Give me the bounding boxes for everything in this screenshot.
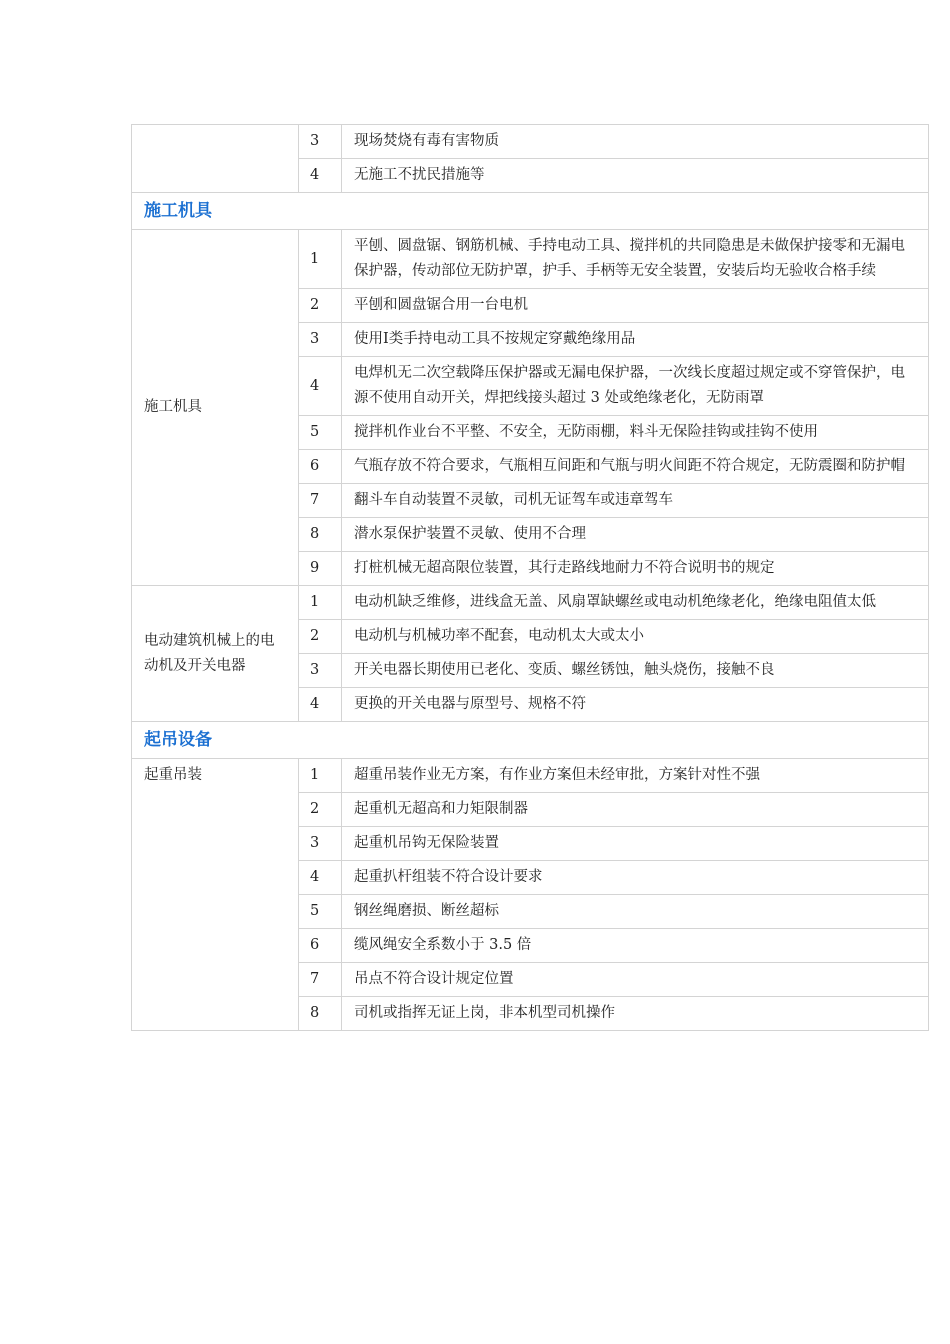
item-number: 7	[299, 484, 342, 518]
hazard-description: 电动机缺乏维修，进线盒无盖、风扇罩缺螺丝或电动机绝缘老化，绝缘电阻值太低	[342, 586, 929, 620]
hazard-description: 电焊机无二次空载降压保护器或无漏电保护器，一次线长度超过规定或不穿管保护，电源不使用自动开关，焊把线接头超过 3 处或绝缘老化，无防雨罩	[342, 357, 929, 416]
category-cell	[132, 125, 299, 193]
hazard-description: 无施工不扰民措施等	[342, 159, 929, 193]
item-number: 3	[299, 323, 342, 357]
hazard-description: 翻斗车自动装置不灵敏，司机无证驾车或违章驾车	[342, 484, 929, 518]
item-number: 6	[299, 929, 342, 963]
item-number: 3	[299, 654, 342, 688]
item-number: 9	[299, 552, 342, 586]
category-cell: 电动建筑机械上的电动机及开关电器	[132, 586, 299, 722]
item-number: 1	[299, 759, 342, 793]
category-cell: 起重吊装	[132, 759, 299, 1031]
hazard-description: 更换的开关电器与原型号、规格不符	[342, 688, 929, 722]
table-row	[132, 586, 929, 620]
item-number: 2	[299, 289, 342, 323]
hazard-description: 打桩机械无超高限位装置，其行走路线地耐力不符合说明书的规定	[342, 552, 929, 586]
item-number: 6	[299, 450, 342, 484]
table-row	[132, 125, 929, 159]
item-number: 5	[299, 416, 342, 450]
item-number: 7	[299, 963, 342, 997]
item-number: 4	[299, 861, 342, 895]
item-number: 8	[299, 518, 342, 552]
section-title: 施工机具	[132, 193, 929, 230]
item-number: 2	[299, 793, 342, 827]
table-row	[132, 230, 929, 289]
hazard-description: 平刨、圆盘锯、钢筋机械、手持电动工具、搅拌机的共同隐患是未做保护接零和无漏电保护器，传动部位无防护罩，护手、手柄等无安全装置，安装后均无验收合格手续	[342, 230, 929, 289]
item-number: 8	[299, 997, 342, 1031]
hazard-description: 现场焚烧有毒有害物质	[342, 125, 929, 159]
hazard-description: 超重吊装作业无方案，有作业方案但未经审批，方案针对性不强	[342, 759, 929, 793]
hazard-description: 使用Ⅰ类手持电动工具不按规定穿戴绝缘用品	[342, 323, 929, 357]
hazard-description: 缆风绳安全系数小于 3.5 倍	[342, 929, 929, 963]
hazard-description: 司机或指挥无证上岗，非本机型司机操作	[342, 997, 929, 1031]
item-number: 4	[299, 159, 342, 193]
category-cell: 施工机具	[132, 230, 299, 586]
table-row	[132, 759, 929, 793]
section-title: 起吊设备	[132, 722, 929, 759]
item-number: 1	[299, 230, 342, 289]
hazard-description: 气瓶存放不符合要求，气瓶相互间距和气瓶与明火间距不符合规定，无防震圈和防护帽	[342, 450, 929, 484]
hazard-description: 吊点不符合设计规定位置	[342, 963, 929, 997]
item-number: 3	[299, 827, 342, 861]
hazard-description: 开关电器长期使用已老化、变质、螺丝锈蚀，触头烧伤，接触不良	[342, 654, 929, 688]
hazard-description: 起重扒杆组装不符合设计要求	[342, 861, 929, 895]
hazard-description: 起重机吊钩无保险装置	[342, 827, 929, 861]
hazard-table	[131, 124, 929, 1031]
hazard-table-body	[132, 125, 929, 1031]
hazard-description: 搅拌机作业台不平整、不安全，无防雨棚，料斗无保险挂钩或挂钩不使用	[342, 416, 929, 450]
hazard-description: 钢丝绳磨损、断丝超标	[342, 895, 929, 929]
item-number: 2	[299, 620, 342, 654]
hazard-description: 潜水泵保护装置不灵敏、使用不合理	[342, 518, 929, 552]
section-header-row	[132, 193, 929, 230]
item-number: 5	[299, 895, 342, 929]
item-number: 4	[299, 357, 342, 416]
hazard-description: 平刨和圆盘锯合用一台电机	[342, 289, 929, 323]
item-number: 1	[299, 586, 342, 620]
hazard-description: 电动机与机械功率不配套，电动机太大或太小	[342, 620, 929, 654]
section-header-row	[132, 722, 929, 759]
item-number: 3	[299, 125, 342, 159]
item-number: 4	[299, 688, 342, 722]
hazard-description: 起重机无超高和力矩限制器	[342, 793, 929, 827]
